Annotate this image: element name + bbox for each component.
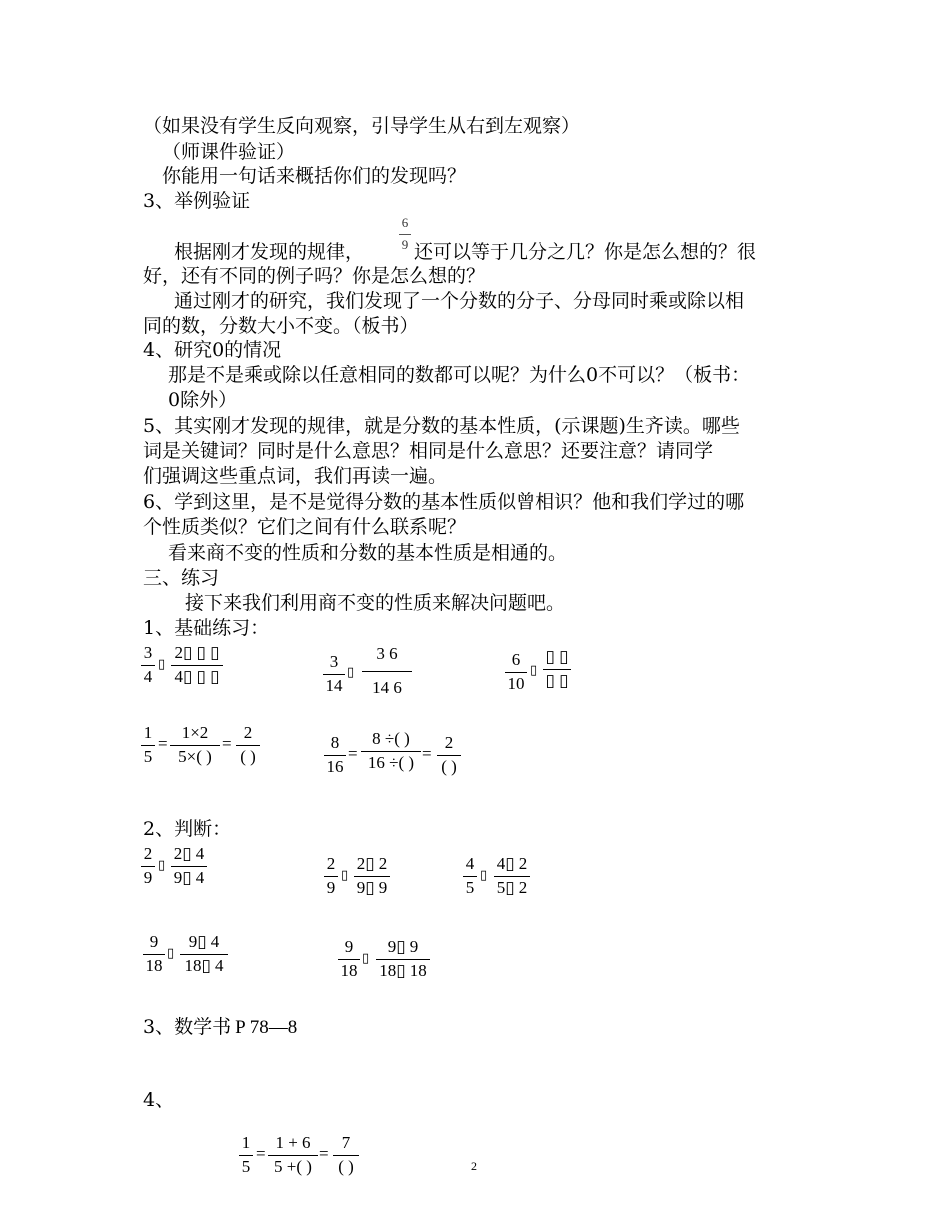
blank-box: ▯ [347,664,355,679]
fraction: 2 ( ) [236,724,260,768]
fraction: 2▯ 4 9▯ 4 [171,845,207,889]
fraction: 4 5 [463,855,477,899]
inline-fraction: 6 9 [397,216,413,256]
section-heading: 1、基础练习： [143,617,270,639]
fraction: 3 14 [323,653,345,697]
fraction: 8 ÷( ) 16 ÷( ) [361,730,421,778]
text-line: 你能用一句话来概括你们的发现吗？ [162,165,467,187]
fraction: 9 18 [338,938,360,982]
text-line: （如果没有学生反向观察，引导学生从右到左观察） [143,115,581,137]
fraction: 2 9 [141,845,155,889]
section-heading: 2、判断： [143,818,232,840]
text-line: 个性质类似？它们之间有什么联系呢？ [143,516,467,538]
fraction: 1×2 5×( ) [170,724,220,768]
fraction: 9▯ 9 18▯ 18 [376,938,430,982]
section-heading: 4、研究0的情况 [143,339,282,361]
page-number: 2 [471,1159,477,1173]
fraction: ▯ ▯ ▯ ▯ [543,648,571,696]
text-line: 通过刚才的研究，我们发现了一个分数的分子、分母同时乘或除以相 [174,290,745,312]
text-line: （师课件验证） [162,141,296,163]
blank-box: ▯ [362,950,370,965]
fraction: 2 9 [324,855,338,899]
section-heading: 4、 [143,1089,175,1111]
text-line: 还可以等于几分之几？你是怎么想的？很 [414,241,757,263]
text-line: 们强调这些重点词，我们再读一遍。 [143,465,448,487]
text-line: 好，还有不同的例子吗？你是怎么想的？ [143,265,486,287]
blank-box: ▯ [158,656,166,671]
fraction: 1 + 6 5 +( ) [268,1134,318,1178]
section-heading: 3、举例验证 [143,190,251,212]
fraction: 3 6 14 6 [362,645,412,697]
text-line: 根据刚才发现的规律， [174,241,365,263]
blank-box: ▯ [167,945,175,960]
equals-sign: = [222,734,232,753]
fraction: 1 5 [141,724,155,768]
section-heading [143,1015,297,1040]
text-line: 同的数，分数大小不变。（板书） [143,315,419,337]
text-line: 那是不是乘或除以任意相同的数都可以呢？为什么0不可以？（板书： [168,364,751,386]
exercise-3-label: 3、数学书 [143,1016,232,1038]
text-line: 0除外） [168,389,238,411]
fraction: 9▯ 4 18▯ 4 [180,933,228,977]
fraction: 8 16 [324,734,346,778]
fraction: 9 18 [143,933,165,977]
blank-box: ▯ [480,867,488,882]
fraction: 3 4 [141,644,155,688]
fraction: 2 ( ) [437,734,461,778]
equals-sign: = [319,1144,329,1163]
blank-box: ▯ [341,867,349,882]
text-line: 看来商不变的性质和分数的基本性质是相通的。 [168,542,568,564]
fraction: 2▯ 2 9▯ 9 [354,855,390,899]
fraction: 2▯ ▯ ▯ 4▯ ▯ ▯ [171,644,223,688]
equals-sign: = [256,1144,266,1163]
equals-sign: = [422,744,432,763]
fraction: 1 5 [239,1134,253,1178]
equals-sign: = [348,744,358,763]
section-heading: 三、练习 [143,567,220,589]
fraction: 7 ( ) [333,1134,359,1178]
text-line: 词是关键词？同时是什么意思？相同是什么意思？还要注意？请同学 [143,440,714,462]
text-line: 6、学到这里，是不是觉得分数的基本性质似曾相识？他和我们学过的哪 [143,491,745,513]
equals-sign: = [158,734,168,753]
fraction: 6 10 [505,651,527,695]
blank-box: ▯ [158,857,166,872]
textbook-reference: P 78—8 [235,1017,298,1038]
blank-box: ▯ [530,662,538,677]
fraction: 4▯ 2 5▯ 2 [494,855,530,899]
text-line: 接下来我们利用商不变的性质来解决问题吧。 [185,592,566,614]
text-line: 5、其实刚才发现的规律，就是分数的基本性质，(示课题)生齐读。哪些 [143,415,740,437]
